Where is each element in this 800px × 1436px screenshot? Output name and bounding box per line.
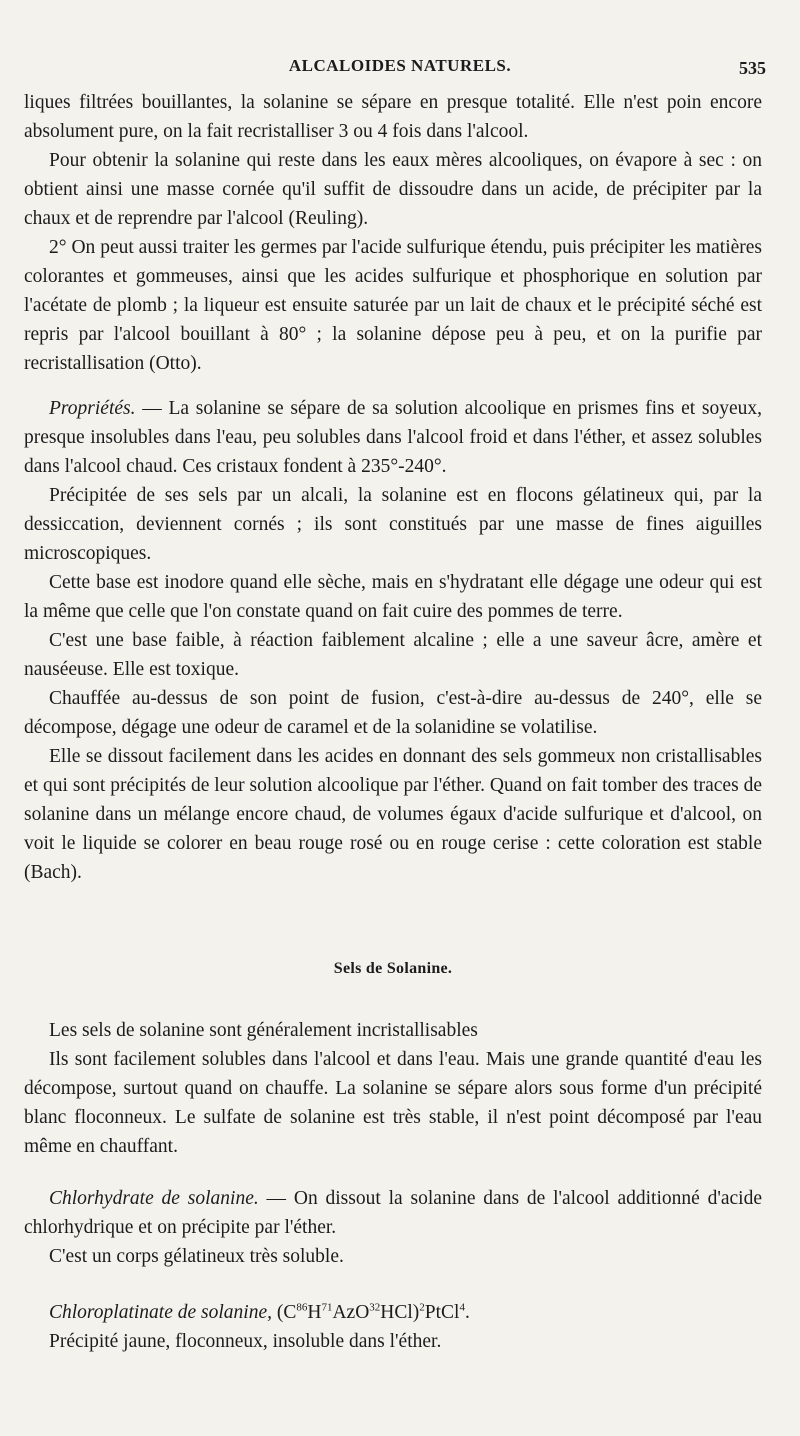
main-text-salts [24, 1016, 762, 1161]
chlorhydrate-label: Chlorhydrate de solanine. [49, 1188, 259, 1209]
main-text-properties [24, 394, 762, 887]
main-text-chloroplatinate [24, 1298, 762, 1356]
paragraph-9: Elle se dissout facilement dans les acides en donnant des sels gommeux non cristallisables et qui sont précipités de leur solution alcoolique par l'éther. Quand on fait tomber des traces de solanine dans un mélange encore chaud, de volumes égaux d'acide sulfurique et d'alcool, on voit le liquide se colorer en beau rouge rosé ou en rouge cerise : cette coloration est stable (Bach). [24, 746, 762, 883]
section-title: Sels de Solanine. [333, 960, 453, 977]
chlorhydrate-text: — On dissout la solanine dans de l'alcool additionné d'acide chlorhydrique et on précipite par l'éther. [24, 1188, 762, 1238]
main-text-top [24, 88, 762, 378]
paragraph-chlorhydrate [24, 1184, 762, 1242]
paragraph-3: 2° On peut aussi traiter les germes par l'acide sulfurique étendu, puis précipiter les matières colorantes et gommeuses, ainsi que les acides sulfurique et phosphorique en solution par l'acétate de plomb ; la liqueur est ensuite saturée par un lait de chaux et le précipité séché est repris par l'alcool bouillant à 80° ; la solanine dépose peu à peu, et on la purifie par recristallisation (Otto). [24, 237, 762, 374]
paragraph-1: liques filtrées bouillantes, la solanine se sépare en presque totalité. Elle n'est poin encore absolument pure, on la fait recristalliser 3 ou 4 fois dans l'alcool. [24, 92, 762, 142]
chemical-formula: $(C^{86}H^{71}AzO^{32}HCl)^2PtCl^4$. [276, 1301, 470, 1323]
chloroplatinate-label: Chloroplatinate de solanine, [49, 1302, 272, 1323]
running-header [0, 56, 800, 80]
paragraph-15: Précipité jaune, floconneux, insoluble dans l'éther. [49, 1331, 442, 1352]
paragraph-2: Pour obtenir la solanine qui reste dans les eaux mères alcooliques, on évapore à sec : on obtient ainsi une masse cornée qu'il suffit de dissoudre dans un acide, de précipiter par la chaux et de reprendre par l'alcool (Reuling). [24, 150, 762, 229]
properties-label: Propriétés. [49, 398, 136, 419]
paragraph-5: Précipitée de ses sels par un alcali, la solanine est en flocons gélatineux qui, par la dessiccation, deviennent cornés ; ils sont constitués par une masse de fines aiguilles microscopiques. [24, 485, 762, 564]
paragraph-chloroplatinate [24, 1298, 762, 1327]
properties-text: — La solanine se sépare de sa solution alcoolique en prismes fins et soyeux, presque insolubles dans l'eau, peu solubles dans l'alcool froid et dans l'éther, et assez solubles dans l'alcool chaud. Ces cristaux fondent à 235°-240°. [24, 398, 762, 477]
paragraph-6: Cette base est inodore quand elle sèche, mais en s'hydratant elle dégage une odeur qui est la même que celle que l'on constate quand on fait cuire des pommes de terre. [24, 572, 762, 622]
paragraph-13: C'est un corps gélatineux très soluble. [49, 1246, 344, 1267]
paragraph-10: Les sels de solanine sont généralement incristallisables [49, 1020, 478, 1041]
main-text-chlorhydrate [24, 1184, 762, 1271]
running-title: ALCALOIDES NATURELS. [288, 56, 512, 75]
page-number: 535 [739, 58, 766, 78]
paragraph-7: C'est une base faible, à réaction faiblement alcaline ; elle a une saveur âcre, amère et nauséeuse. Elle est toxique. [24, 630, 762, 680]
paragraph-properties [24, 394, 762, 481]
paragraph-8: Chauffée au-dessus de son point de fusion, c'est-à-dire au-dessus de 240°, elle se décompose, dégage une odeur de caramel et de la solanidine se volatilise. [24, 688, 762, 738]
section-heading-block [24, 954, 762, 983]
paragraph-11: Ils sont facilement solubles dans l'alcool et dans l'eau. Mais une grande quantité d'eau les décompose, surtout quand on chauffe. La solanine se sépare alors sous forme d'un précipité blanc floconneux. Le sulfate de solanine est très stable, il n'est point décomposé par l'eau même en chauffant. [24, 1049, 762, 1157]
